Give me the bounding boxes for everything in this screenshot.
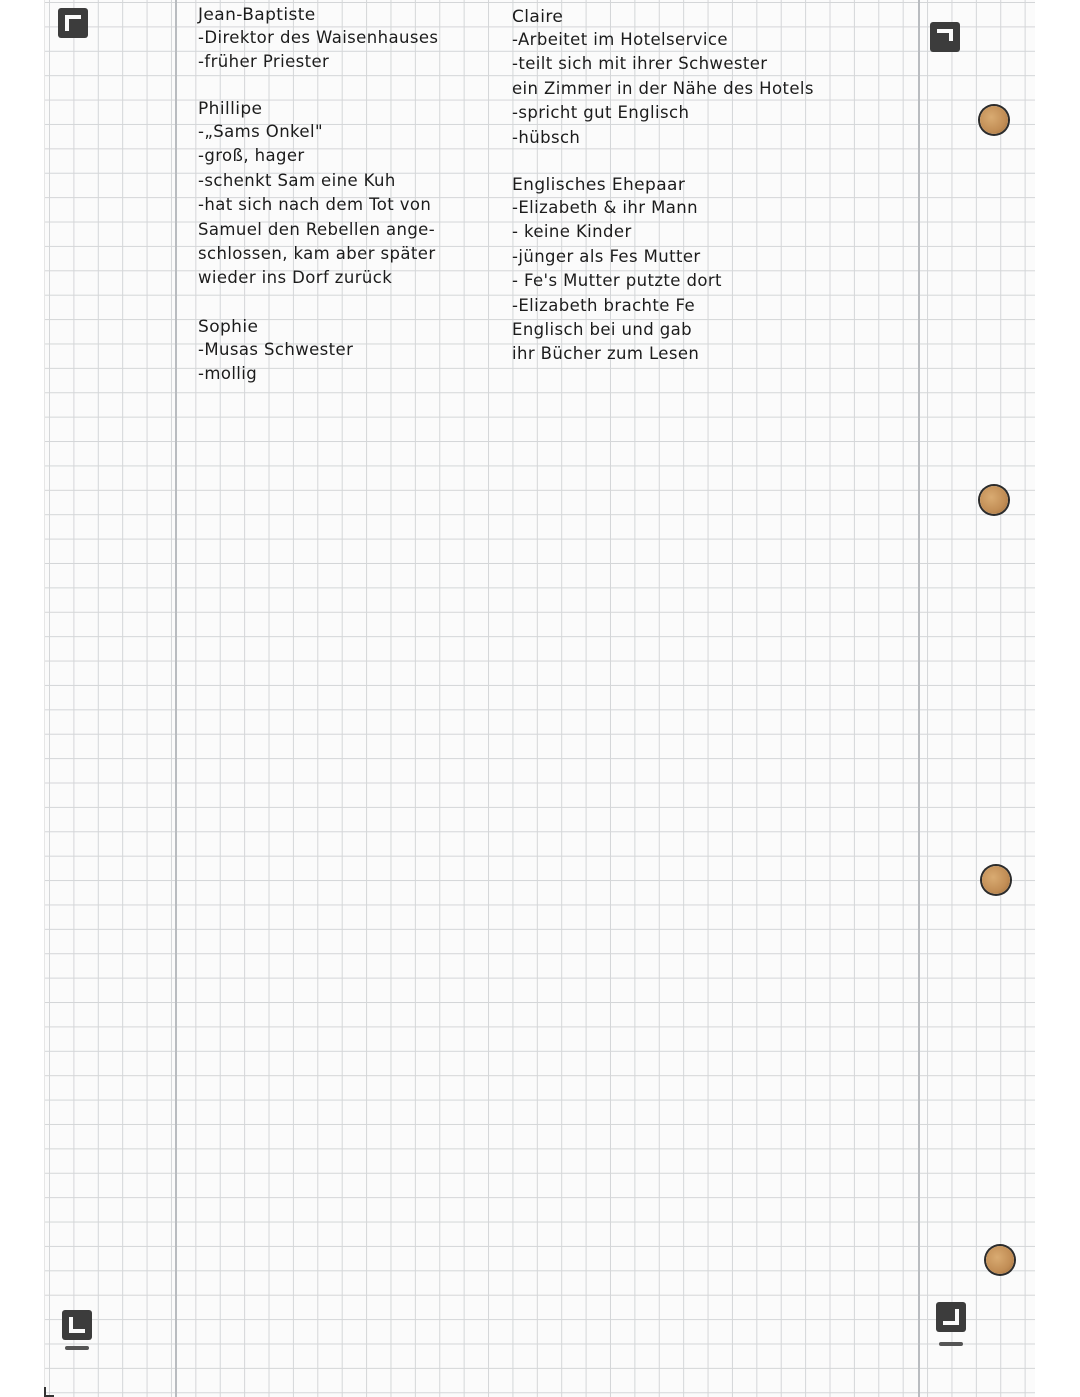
note-line: - keine Kinder	[512, 222, 632, 242]
note-line: -Arbeitet im Hotelservice	[512, 30, 728, 49]
corner-mark-bottom-left-icon	[62, 1310, 92, 1340]
note-englisches-ehepaar	[512, 174, 722, 367]
left-margin-line	[175, 0, 177, 1397]
note-title: Phillipe	[198, 99, 263, 119]
note-title: Jean-Baptiste	[198, 5, 316, 25]
corner-dash-bottom-right-icon	[939, 1342, 963, 1346]
note-line: wieder ins Dorf zurück	[198, 268, 393, 288]
note-line: -spricht gut Englisch	[512, 103, 690, 123]
note-line: ein Zimmer in der Nähe des Hotels	[512, 78, 814, 98]
note-line: -teilt sich mit ihrer Schwester	[512, 54, 768, 74]
note-line: - Fe's Mutter putzte dort	[512, 271, 722, 291]
note-line: -groß, hager	[198, 146, 305, 166]
note-line: -schenkt Sam eine Kuh	[198, 170, 396, 190]
note-sophie	[198, 316, 353, 387]
punch-hole-icon	[986, 1246, 1014, 1274]
note-line: -Elizabeth & ihr Mann	[512, 198, 698, 217]
corner-dash-bottom-left-icon	[65, 1346, 89, 1350]
note-title: Sophie	[198, 317, 259, 337]
note-title: Claire	[512, 7, 564, 27]
page-corner-icon	[44, 1387, 54, 1397]
note-title: Englisches Ehepaar	[512, 175, 686, 195]
corner-mark-bottom-right-icon	[936, 1302, 966, 1332]
note-line: -früher Priester	[198, 52, 330, 72]
corner-mark-top-right-icon	[930, 22, 960, 52]
note-claire	[512, 6, 814, 150]
note-line: Englisch bei und gab	[512, 319, 693, 339]
note-line: ihr Bücher zum Lesen	[512, 344, 700, 364]
right-margin-line	[918, 0, 920, 1397]
punch-hole-icon	[980, 486, 1008, 514]
note-line: schlossen, kam aber später	[198, 243, 436, 263]
note-line: -hübsch	[512, 127, 581, 147]
note-phillipe	[198, 98, 436, 291]
note-line: Samuel den Rebellen ange-	[198, 219, 436, 239]
punch-hole-icon	[980, 106, 1008, 134]
punch-hole-icon	[982, 866, 1010, 894]
note-line: -hat sich nach dem Tot von	[198, 195, 432, 215]
note-line: -Direktor des Waisenhauses	[198, 28, 439, 47]
note-line: -Elizabeth brachte Fe	[512, 295, 696, 315]
note-line: -Musas Schwester	[198, 340, 354, 359]
note-line: -jünger als Fes Mutter	[512, 246, 701, 266]
note-line: -„Sams Onkel"	[198, 122, 323, 141]
corner-mark-top-left-icon	[58, 8, 88, 38]
note-line: -mollig	[198, 364, 258, 384]
note-jean-baptiste	[198, 4, 438, 75]
